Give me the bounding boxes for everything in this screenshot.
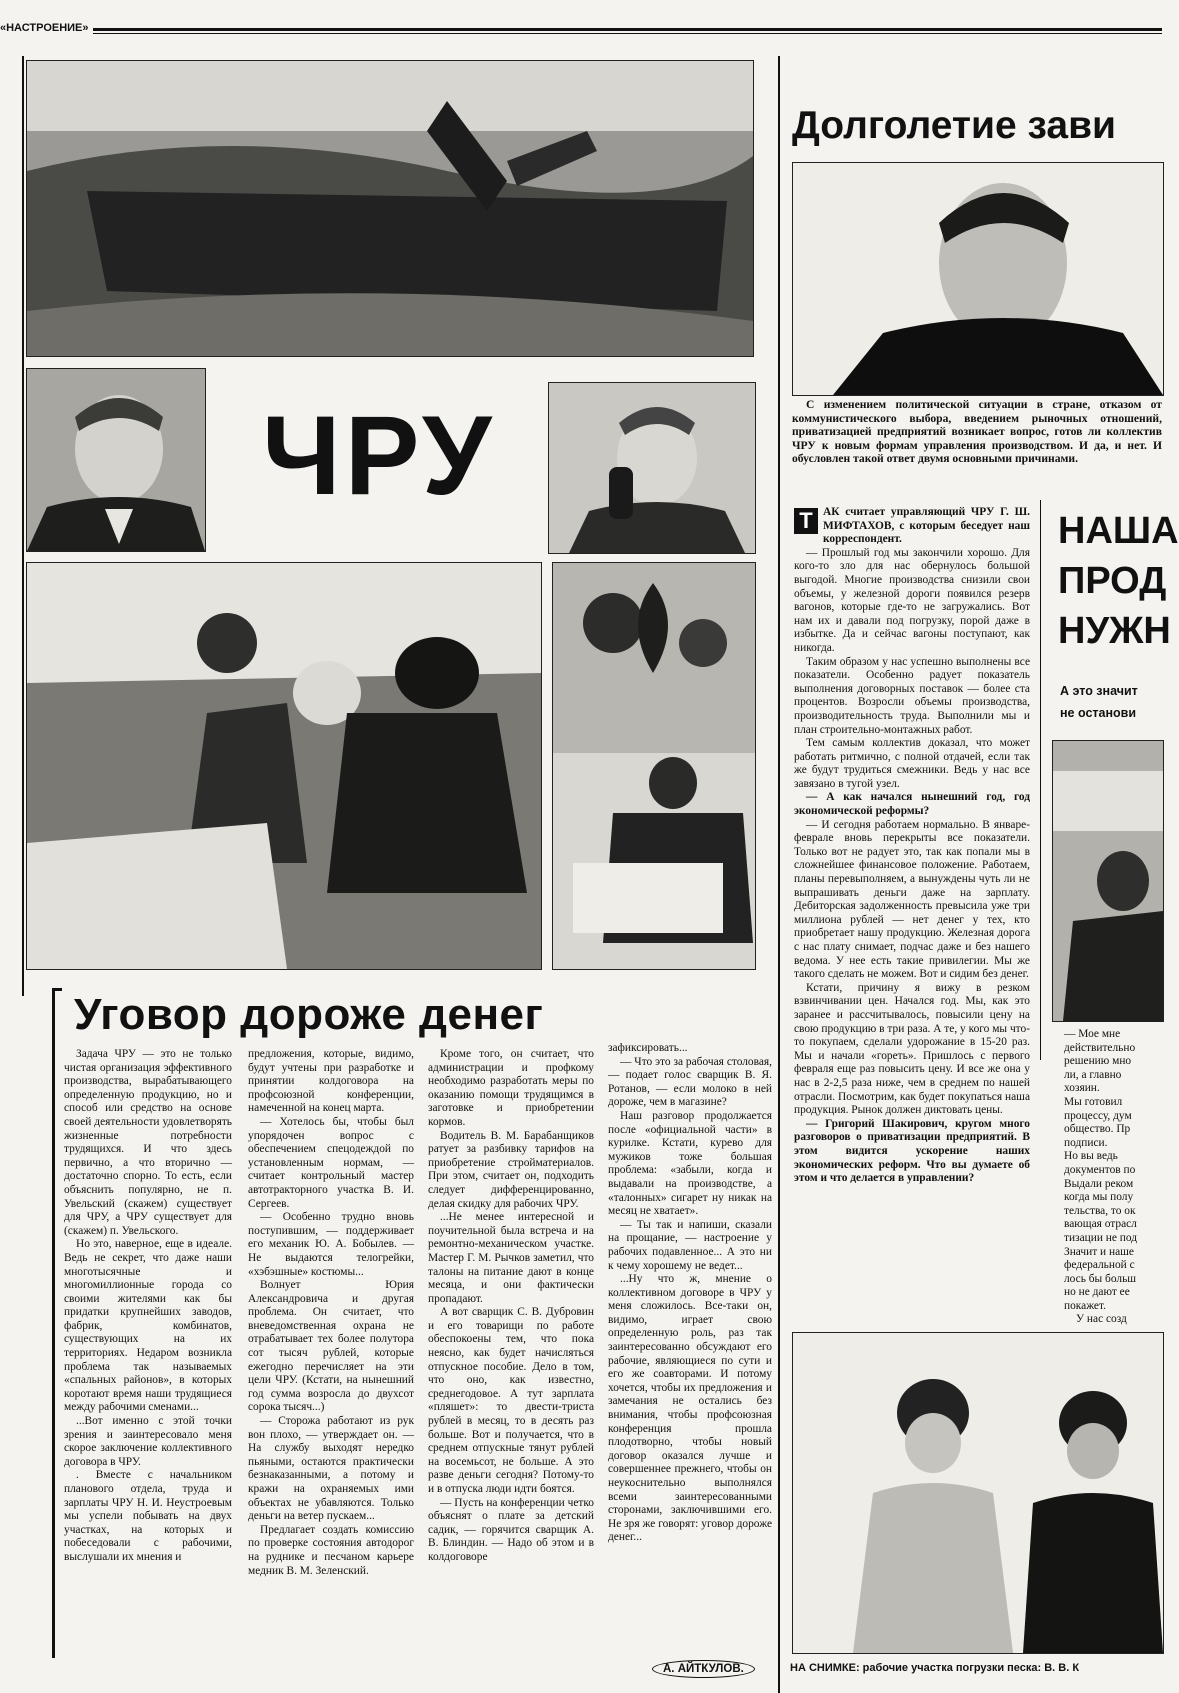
paragraph: — Сторожа работают из рук вон плохо, — утверждает он. — На службу выходят нередко пьяными, остаются практически безнаказанными, а потому и кражи на охраняемых ими объектах не убавляются. Только деньги на ветер пускаем... [248,1415,414,1523]
left-col-2 [248,1048,414,1678]
left-article-frame-left [52,988,55,1658]
paragraph: ...Вот именно с этой точки зрения и заинтересовало меня скорое заключение коллективного договора в ЧРУ. [64,1415,232,1468]
top-rule-thin [0,33,1162,34]
paragraph: — Пусть на конференции четко объяснят о плате за детский садик, — горячится сварщик А. В. Блиндин. — Надо об этом и в колдоговоре [428,1496,594,1563]
paragraph: Таким образом у нас успешно выполнены все показатели. Особенно радует показатель выполнения договорных поставок — более ста процентов. Возросли объемы производства, производительность труда. Выполнили мы и план строительно-монтажных работ. [794,655,1030,736]
left-article-frame-top [52,988,62,991]
line: подписи. [1064,1136,1108,1149]
intro-paragraph: АК считает управляющий ЧРУ Г. Ш. МИФТАХОВ, с которым беседует наш корреспондент. [823,506,1030,546]
side-subhead [1060,680,1162,730]
side-subhead-line: не останови [1060,706,1137,720]
side-headline-line: ПРОД [1058,560,1167,602]
side-subhead-line: А это значит [1060,684,1138,698]
left-col-1 [64,1048,232,1656]
middle-divider [778,56,780,1693]
interview-column [794,506,1030,1306]
paragraph: Но это, наверное, еще в идеале. Ведь не секрет, что даже наши многотысячные и многомиллионные города со своими жителями как бы придатки крупнейших заводов, фабрик, комбинатов, существующих на их территориях. Недаром возникла проблема так называемых «спальных районов», в которых коротают время наши трудящиеся между рабочими сменами... [64,1238,232,1414]
side-headline-line: НАША [1058,510,1179,552]
paragraph: Тем самым коллектив доказал, что может работать ритмично, с полной отдачей, если так же будут трудиться смежники. Ведь у нас все завязано в тугой узел. [794,737,1030,790]
photo-meeting [26,562,542,970]
author-signature: А. АЙТКУЛОВ. [652,1660,755,1678]
paragraph: — Ты так и напиши, сказали на прощание, — настроение у рабочих подавленное... А это ни к чему хорошему не ведет... [608,1218,772,1272]
paragraph: — Что это за рабочая столовая, — подает голос сварщик В. Я. Ротанов, — если молоко в ней дороже, чем в магазине? [608,1055,772,1109]
photo-canteen [552,562,756,970]
side-headline [1058,506,1179,676]
paragraph: Наш разговор продолжается после «официальной части» в курилке. Кстати, курево для мужиков тоже большая проблема: «забыли, когда и выдавали на производстве, а «талонных» сигарет ну никак на месяц не хватает». [608,1109,772,1218]
top-rule [0,28,1162,31]
photo-side-office [1052,740,1164,1022]
paragraph: зафиксировать... [608,1042,688,1054]
left-frame [22,56,24,996]
paragraph: предложения, которые, видимо, будут учтены при разработке и принятии колдоговора на профсоюзной конференции, намеченной на конец марта. [248,1048,414,1115]
paragraph: Кстати, причину я вижу в резком взвинчивании цен. Начался год. Мы, как это заранее и рассчитывалось, повысили цену на свою продукцию в три раза. А те, у кого мы что-то покупаем, сделали удорожание в 15-20 раз. Мы и начали «гореть». Пришлось с первого февраля еще раз повысить цену. И все же она у нас в 2-2,5 раза ниже, чем в среднем по нашей отрасли. Посмотрим, как будет покупаться наша продукция. Рынок должен диктовать цены. [794,981,1030,1117]
paragraph: Кроме того, он считает, что администрации и профкому необходимо разработать меры по оказанию помощи трудящимся в заготовке и приобретении кормов. [428,1048,594,1128]
line: — Мое мне [1064,1028,1121,1040]
line: документов по [1064,1163,1136,1176]
paragraph: Задача ЧРУ — это не только чистая организация эффективного производства, вырабатывающего определенную продукцию, но и способ или средство на основе своей деятельности удовлетворять жизненные потребности трудящихся. И что здесь первично, а что вторично — достаточно спорно. То есть, если объяснить популярно, не п. Увельский (скажем) существует для ЧРУ, а ЧРУ существует для (скажем) п. Увельского. [64,1048,232,1237]
photo-caption-wrap [790,1662,1162,1680]
right-title-wrap [792,100,1162,156]
line: хозяин. [1064,1082,1100,1095]
line: решению мно [1064,1055,1132,1068]
line: Но вы ведь [1064,1150,1118,1163]
line: тизации не под [1064,1231,1138,1244]
line: тельства, то ок [1064,1204,1136,1217]
line: покажет. [1064,1299,1106,1312]
right-lead [792,398,1162,476]
paragraph: Волнует Юрия Александровича и другая проблема. Он считает, что вневедомственная охрана не отрабатывает тех более полутора сот тысяч рублей, которые ежегодно перечисляет на эти цели ЧРУ. (Кстати, на нынешний год сумма возросла до двухсот сорока тысяч...) [248,1279,414,1414]
line: лось бы больш [1064,1272,1137,1285]
line: федеральной с [1064,1259,1135,1272]
paragraph: ...Не менее интересной и поучительной была встреча и на ремонтно-механическом участке. Мастер Г. М. Рычков заметил, что талоны на питание дают в конце месяца, и они фактически пропадают. [428,1211,594,1305]
line: вающая отрасл [1064,1218,1137,1231]
rubric: «НАСТРОЕНИЕ» [0,22,93,34]
left-col-4 [608,1042,772,1654]
photo-caption: НА СНИМКЕ: рабочие участка погрузки песка: В. В. К [790,1662,1080,1674]
lead-paragraph: С изменением политической ситуации в стране, отказом от коммунистического выбора, введением рыночных отношений, приватизацией предприятий возникает вопрос, готов ли коллектив ЧРУ к новым формам управления производством. И да, и нет. И обусловлен такой ответ двумя основными причинами. [792,398,1162,466]
paragraph: — Хотелось бы, чтобы был упорядочен вопрос с обеспечением спецодеждой по установленным нормам, — считает контрольный мастер автотракторного участка В. И. Сергеев. [248,1115,414,1210]
question: — Григорий Шакирович, кругом много разговоров о приватизации предприятий. В этом видится ускорение наших экономических реформ. Что вы думаете об этом и что делается в управлении? [794,1117,1030,1185]
line: Значит и наше [1064,1245,1134,1258]
line: У нас созд [1076,1313,1127,1326]
left-col-3 [428,1048,594,1678]
line: общество. Пр [1064,1123,1131,1136]
question: — А как начался нынешний год, год экономической реформы? [794,791,1030,818]
line: процессу, дум [1064,1109,1132,1122]
line: когда мы полу [1064,1191,1134,1204]
photo-mifthakhov [792,162,1164,396]
side-divider [1040,500,1041,1060]
line: ли, а главно [1064,1068,1122,1081]
drop-cap: Т [794,508,818,534]
photo-portrait-phone [548,382,756,554]
paragraph: — Особенно трудно вновь поступившим, — поддерживает его механик Ю. А. Бобылев. — Не выдаются телогрейки, «хэбэшные» костюмы... [248,1211,414,1278]
paragraph: . Вместе с начальником планового отдела, труда и зарплаты ЧРУ Н. И. Неустроевым мы успели побывать на двух участках, на которых и побеседовали с рабочими, выслушали их мнения и [64,1469,232,1563]
paragraph: — Прошлый год мы закончили хорошо. Для кого-то зло для нас обернулось большой выгодой. Многие производства снизили свои объемы, у железной дороги появился резерв вагонов, которые где-то не загружались. Вот нам их и давали под погрузку, порой даже в избытке. Да и сейчас вагоны поступают, как никогда. [794,546,1030,654]
left-article-title: Уговор дороже денег [74,990,544,1039]
photo-portrait-left [26,368,206,552]
paragraph: Предлагает создать комиссию по проверке состояния автодорог на руднике и песчаном карьере медник В. М. Зеленский. [248,1523,414,1577]
line: но не дают ее [1064,1286,1130,1299]
line: Мы готовил [1064,1095,1123,1108]
line: Выдали реком [1064,1177,1134,1190]
right-article-title: Долголетие зави [792,104,1117,147]
line: действительно [1064,1041,1136,1054]
photo-excavator [26,60,754,357]
paragraph: Водитель В. М. Барабанщиков ратует за разбивку тарифов на приобретение стройматериалов. При этом, считает он, подходить следует дифференцированно, делая скидку для рабочих ЧРУ. [428,1129,594,1210]
right-side-column [1064,1028,1162,1326]
side-headline-line: НУЖН [1058,610,1171,652]
big-word-chru: ЧРУ [262,393,496,518]
photo-workers [792,1332,1164,1654]
paragraph: ...Ну что ж, мнение о коллективном договоре в ЧРУ у меня сложилось. Все-таки он, видимо, играет свою определенную роль, раз так заинтересованно обсуждают его рабочие, являющиеся по сути и его же соавторами. И потому хочется, чтобы их предложения и замечания не остались без внимания, чтобы профсоюзная конференция прошла плодотворно, чтобы новый договор оказался лучше и совершеннее прежнего, чтобы он неукоснительно выполнялся всеми заинтересованными сторонами, заключившими его. Не зря же говорят: уговор дороже денег... [608,1273,772,1544]
paragraph: А вот сварщик С. В. Дубровин и его товарищи по работе обеспокоены тем, что пока неясно, как будет начисляться отпускное пособие. Дело в том, что оно, как известно, среднегодовое. А тут зарплата «пляшет»: то двести-триста рублей в месяц, то в десять раз больше. Вот и получается, что в среднем отпускные тянут рублей на восемьсот, не больше. А это разве деньги сегодня? Потому-то и в отпуска люди идти боятся. [428,1306,594,1495]
paragraph: — И сегодня работаем нормально. В январе-феврале вновь перекрыты все показатели. Только вот не радует это, так как попали мы в сложнейшее финансовое положение. Работаем, планы перевыполняем, а вынуждены чуть ли не выпрашивать деньги даже на зарплату. Дебиторская задолженность превысила уже три миллиона рублей — нет денег у тех, кто приобретает нашу продукцию. Железная дорога с нас плату снимает, подчас даже и без нашего ведома. У нее есть такие привилегии. Мы же такого сделать не можем. Вот и сидим без денег. [794,818,1030,981]
